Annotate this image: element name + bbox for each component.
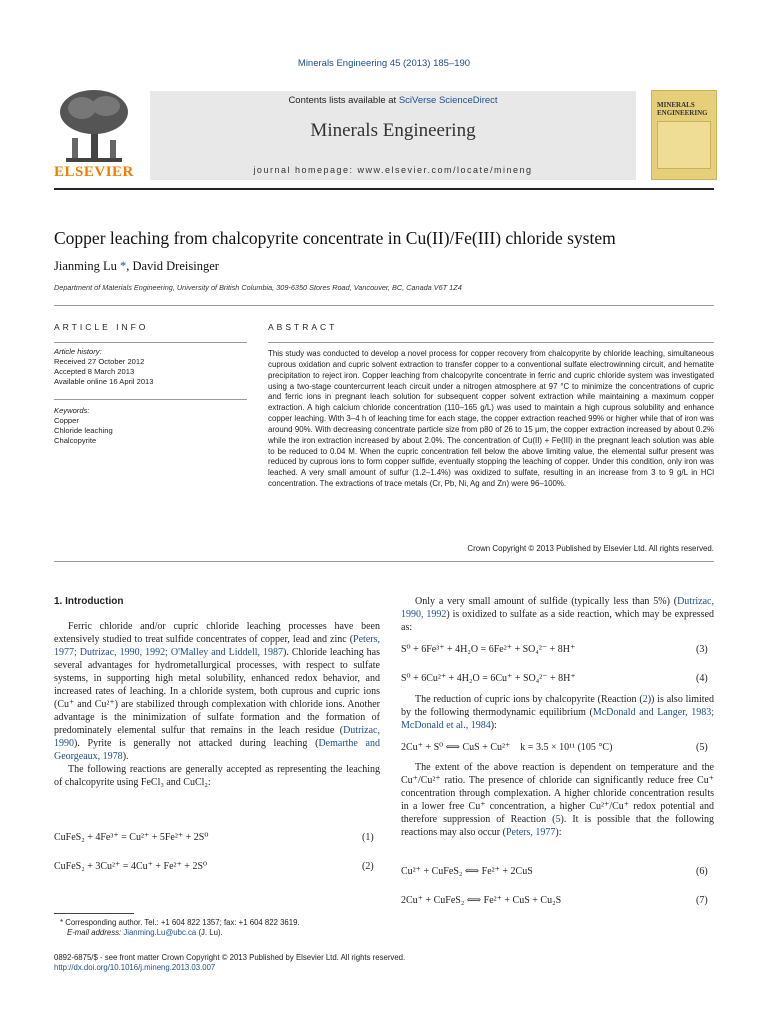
ref-link[interactable]: 2	[642, 694, 648, 705]
right-p3-text: The extent of the above reaction is dependent on temperature and the Cu⁺/Cu²⁺ ratio. The presence of chloride can significantly reduce free Cu⁺ concentration through complexation. A higher chloride concentration results in a lower free Cu⁺ concentration, a higher Cu²⁺/Cu⁺ redox potential and therefore suppression of Reaction (	[401, 762, 714, 825]
keyword: Copper	[54, 416, 79, 425]
online-date: Available online 16 April 2013	[54, 377, 154, 386]
sciencedirect-link[interactable]: SciVerse ScienceDirect	[398, 95, 498, 106]
footnote	[60, 918, 390, 938]
intro-p1-text: ). Pyrite is generally not attacked during leaching (	[74, 738, 319, 749]
abstract-heading: ABSTRACT	[268, 322, 338, 332]
cover-panel	[657, 121, 711, 169]
article-info-heading: ARTICLE INFO	[54, 322, 149, 332]
contents-prefix: Contents lists available at	[288, 95, 399, 106]
footnote-rule	[54, 913, 134, 914]
ref-link[interactable]: Dutrizac, 1990	[54, 725, 380, 749]
right-p2-text: )) is also limited by the following thermodynamic equilibrium (	[401, 694, 714, 718]
equation-1-number: (1)	[362, 832, 374, 843]
journal-homepage[interactable]: journal homepage: www.elsevier.com/locate/mineng	[253, 165, 533, 175]
keyword: Chalcopyrite	[54, 436, 97, 445]
article-history	[54, 347, 247, 387]
title-rule	[54, 305, 714, 306]
intro-paragraph-1	[54, 620, 380, 763]
author-lu: Jianming Lu	[54, 259, 117, 273]
footnote-email	[60, 928, 390, 938]
equation-4-number: (4)	[696, 673, 708, 684]
right-paragraph-1	[401, 595, 714, 634]
ref-link[interactable]: McDonald and Langer, 1983; McDonald et al., 1984	[401, 707, 714, 731]
equation-5: 2Cu⁺ + S⁰ ⟺ CuS + Cu²⁺ k = 3.5 × 10¹¹ (105 °C)	[401, 742, 613, 753]
equation-6-number: (6)	[696, 866, 708, 877]
footnote-corresponding	[60, 918, 390, 928]
abstract-rule	[268, 342, 714, 343]
abstract-text: This study was conducted to develop a novel process for copper recovery from chalcopyrite by chloride leaching, simultaneous cuprous oxidation and cupric solvent extraction to transfer copper to a conventional sulfate electrowinning circuit, and hematite precipitation to reject iron. Copper leaching from chalcopyrite concentrate in ferric and cupric chloride system was investigated using a two-stage countercurrent leach circuit under a nitrogen atmosphere at 97 °C to minimize the concentrations of cupric and ferric ions in pregnant leach solution for subsequent copper solvent extraction while maintaining a maximum copper extraction. A high calcium chloride concentration (110–165 g/L) was used to maintain a high cuprous solubility and enhance copper leaching. With 3–4 h of leaching time for each stage, the copper extraction reached 99% or higher while that of iron was around 90%. With decreasing concentrate particle size from p80 of 26 to 15 μm, the copper extraction increased by about 0.2% while the iron extraction increased by about 2.0%. The concentration of Cu(II) + Fe(III) in the pregnant leach solution was able to be reduced to 0.04 M. When the cupric concentration fell below the above limiting value, the elemental sulfur present was reduced by cuprous ions to form copper sulfide, eventually stopping the leaching of copper. Under this condition, only iron was leached. A very small amount of sulfur (1.2–1.4%) was oxidized to sulfate, resulting in an increase from 3 to 9 g/L in HCl concentration. The extractions of trace metals (Cr, Pb, Ni, Ag and Zn) were 96–100%.	[268, 349, 714, 489]
right-paragraph-3	[401, 761, 714, 839]
journal-citation[interactable]: Minerals Engineering 45 (2013) 185–190	[297, 58, 471, 69]
equation-7-number: (7)	[696, 895, 708, 906]
journal-title: Minerals Engineering	[310, 120, 476, 141]
intro-p1-text: ). Chloride leaching has several advantages for hydrometallurgical processes, with respect to sulfate systems, in supporting high metal solubility, enhanced redox behavior, and increased rates of leaching. In a chloride system, both cuprous and cupric ions (Cu⁺ and Cu²⁺) are stabilized through complexation with chloride ions. Another advantage is the minimization of sulfate formation and the formation of predominately elemental sulfur that remains in the leach residue (	[54, 647, 381, 736]
cover-title-line2: ENGINEERING	[657, 109, 708, 117]
equation-3: S⁰ + 6Fe³⁺ + 4H₂O = 6Fe²⁺ + SO₄²⁻ + 8H⁺	[401, 644, 576, 655]
intro-body	[54, 620, 380, 789]
keywords	[54, 406, 247, 446]
right-p2-text: The reduction of cupric ions by chalcopyrite (Reaction (	[415, 694, 643, 705]
ref-link[interactable]: Peters, 1977	[505, 827, 556, 838]
elsevier-tree-icon	[54, 86, 134, 164]
ref-link[interactable]: Dutrizac, 1990, 1992	[401, 596, 714, 620]
equation-7: 2Cu⁺ + CuFeS₂ ⟺ Fe²⁺ + CuS + Cu₂S	[401, 895, 562, 906]
right-p1-text: Only a very small amount of sulfide (typically less than 5%) (	[415, 596, 678, 607]
footnote-corr-text: Corresponding author. Tel.: +1 604 822 1357; fax: +1 604 822 3619.	[63, 918, 300, 927]
ref-link[interactable]: Demarthe and Georgeaux, 1978	[54, 738, 380, 762]
keyword: Chloride leaching	[54, 426, 113, 435]
keywords-label: Keywords:	[54, 406, 90, 415]
right-p1-text: ) is oxidized to sulfate as a side reaction, which may be expressed as:	[401, 609, 715, 633]
right-body-3	[401, 761, 714, 839]
article-info-rule	[54, 342, 247, 343]
email-label: E-mail address:	[67, 928, 124, 937]
equation-1: CuFeS₂ + 4Fe³⁺ = Cu²⁺ + 5Fe²⁺ + 2S⁰	[54, 832, 209, 843]
affiliation: Department of Materials Engineering, University of British Columbia, 309-6350 Stores Road, Vancouver, BC, Canada V6T 1Z4	[54, 283, 462, 292]
equation-4: S⁰ + 6Cu²⁺ + 4H₂O = 6Cu⁺ + SO₄²⁻ + 8H⁺	[401, 673, 576, 684]
intro-p1-text: Ferric chloride and/or cupric chloride leaching processes have been extensively studied to treat sulfide concentrates of copper, lead and zinc (	[54, 621, 380, 645]
email-suffix: (J. Lu).	[196, 928, 223, 937]
author-dreisinger: , David Dreisinger	[126, 259, 219, 273]
intro-paragraph-2: The following reactions are generally accepted as representing the leaching of chalcopyrite using FeCl₃ and CuCl₂:	[54, 764, 380, 788]
doi-link[interactable]: http://dx.doi.org/10.1016/j.mineng.2013.03.007	[54, 963, 216, 972]
right-body-2	[401, 693, 714, 732]
authors	[54, 259, 219, 274]
right-body-1	[401, 595, 714, 634]
cover-title	[657, 101, 708, 117]
right-paragraph-2	[401, 693, 714, 732]
equation-5-number: (5)	[696, 742, 708, 753]
equation-3-number: (3)	[696, 644, 708, 655]
section-heading-introduction: 1. Introduction	[54, 596, 124, 607]
footnote-mark: *	[60, 918, 64, 927]
header-rule	[54, 188, 714, 190]
ref-link[interactable]: Peters, 1977; Dutrizac, 1990, 1992; O'Malley and Liddell, 1987	[54, 634, 380, 658]
issn-line: 0892-6875/$ - see front matter Crown Copyright © 2013 Published by Elsevier Ltd. All rights reserved.	[54, 953, 406, 962]
corresponding-author-mark[interactable]: *	[119, 259, 127, 273]
cover-title-line1: MINERALS	[657, 101, 695, 109]
received-date: Received 27 October 2012	[54, 357, 145, 366]
journal-cover	[651, 90, 717, 180]
right-p2-text: ):	[490, 720, 497, 731]
equation-6: Cu²⁺ + CuFeS₂ ⟺ Fe²⁺ + 2CuS	[401, 866, 533, 877]
elsevier-wordmark: ELSEVIER	[54, 164, 134, 180]
right-p3-text: ). It is possible that the following reactions may also occur (	[401, 814, 714, 838]
article-title: Copper leaching from chalcopyrite concentrate in Cu(II)/Fe(III) chloride system	[54, 228, 616, 248]
equation-2-number: (2)	[362, 861, 374, 872]
abstract-copyright: Crown Copyright © 2013 Published by Elsevier Ltd. All rights reserved.	[467, 544, 714, 553]
intro-p1-text: ).	[122, 751, 129, 762]
ref-link[interactable]: 5	[555, 814, 561, 825]
abstract-bottom-rule	[54, 561, 714, 562]
contents-line	[150, 95, 636, 106]
equation-2: CuFeS₂ + 3Cu²⁺ = 4Cu⁺ + Fe²⁺ + 2S⁰	[54, 861, 208, 872]
history-label: Article history:	[54, 347, 102, 356]
email-link[interactable]: Jianming.Lu@ubc.ca	[123, 928, 197, 937]
front-matter	[54, 953, 654, 973]
accepted-date: Accepted 8 March 2013	[54, 367, 135, 376]
keywords-rule	[54, 399, 247, 400]
right-p3-text: ):	[555, 827, 562, 838]
